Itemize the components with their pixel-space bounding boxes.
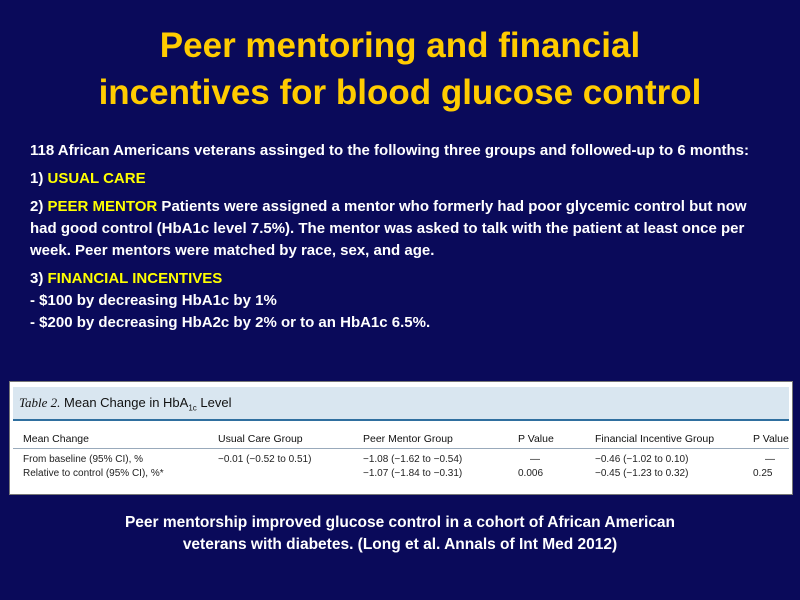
table-caption-number: Table 2. [19, 395, 61, 410]
group-usual-care-label: USUAL CARE [47, 170, 146, 187]
table-caption [19, 395, 232, 413]
row-relative-p2: 0.25 [753, 468, 773, 479]
group-peer-mentor [30, 196, 760, 262]
row-relative-p1: 0.006 [518, 468, 544, 479]
slide-body [30, 140, 760, 334]
slide-footer [0, 512, 800, 556]
table-header-rule [13, 448, 789, 449]
group-usual-care [30, 168, 760, 190]
row-baseline-financial: −0.46 (−1.02 to 0.10) [595, 454, 689, 465]
row-relative-financial: −0.45 (−1.23 to 0.32) [595, 468, 689, 479]
table-caption-subscript: 1c [188, 403, 197, 413]
table-caption-band [13, 387, 789, 421]
slide-title [0, 22, 800, 116]
results-table [9, 381, 793, 495]
header-financial-incentive: Financial Incentive Group [595, 433, 715, 445]
intro-text: 118 African Americans veterans assinged to the following three groups and followed-up to 6 months: [30, 142, 750, 159]
group-financial-incentives [30, 268, 760, 290]
header-usual-care: Usual Care Group [218, 433, 303, 445]
row-baseline-label: From baseline (95% CI), % [23, 454, 144, 465]
financial-item-2: - $200 by decreasing HbA2c by 2% or to an HbA1c 6.5%. [30, 314, 431, 331]
row-relative-label: Relative to control (95% CI), %* [23, 468, 164, 479]
row-baseline-p2: — [765, 454, 775, 465]
group-financial-number: 3) [30, 270, 48, 287]
row-baseline-usual: −0.01 (−0.52 to 0.51) [218, 454, 312, 465]
group-financial-label: FINANCIAL INCENTIVES [47, 270, 223, 287]
header-peer-mentor: Peer Mentor Group [363, 433, 453, 445]
row-baseline-p1: — [530, 454, 540, 465]
group-peer-mentor-number: 2) [30, 198, 48, 215]
header-p-value-1: P Value [518, 433, 554, 445]
row-relative-peer: −1.07 (−1.84 to −0.31) [363, 468, 463, 479]
group-usual-care-number: 1) [30, 170, 48, 187]
header-mean-change: Mean Change [23, 433, 89, 445]
slide-title-line-1: Peer mentoring and financial [159, 26, 641, 65]
financial-item-1: - $100 by decreasing HbA1c by 1% [30, 292, 277, 309]
group-peer-mentor-label: PEER MENTOR [47, 198, 158, 215]
row-baseline-peer: −1.08 (−1.62 to −0.54) [363, 454, 463, 465]
table-caption-title: Mean Change in HbA [60, 395, 189, 410]
table-caption-tail: Level [196, 395, 232, 410]
footer-line-2: veterans with diabetes. (Long et al. Annals of Int Med 2012) [182, 536, 618, 553]
group-peer-mentor-description: Patients were assigned a mentor who formerly had poor glycemic control but now had good control (HbA1c level 7.5%). The mentor was asked to talk with the patient at least once per week. Peer mentors were matched by race, sex, and age. [30, 198, 747, 259]
slide-title-line-2: incentives for blood glucose control [98, 73, 702, 112]
header-p-value-2: P Value [753, 433, 789, 445]
footer-line-1: Peer mentorship improved glucose control in a cohort of African American [124, 514, 676, 531]
